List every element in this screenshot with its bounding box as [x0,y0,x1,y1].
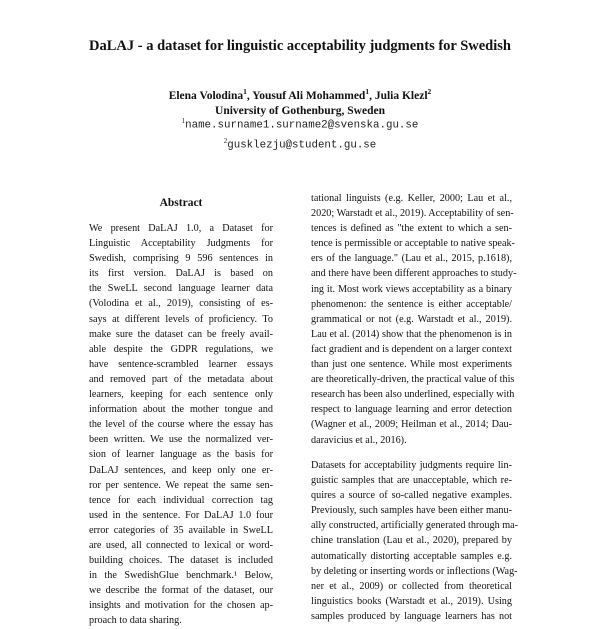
text-line: information about the mother tongue and [89,404,273,416]
text-line: ing it. Most work views acceptability as a binary [311,283,512,295]
text-line: proach to data sharing. [89,615,182,627]
text-line: tence for each individual correction tag [89,494,273,506]
authors-line [0,84,600,104]
affiliation: University of Gothenburg, Sweden [215,104,385,117]
text-line: ner et al., 2009) or collected from theoretical [311,580,512,592]
text-line: We present DaLAJ 1.0, a Dataset for [89,223,273,234]
text-line: used in the sentence. For DaLAJ 1.0 four [89,509,273,521]
text-line: ror per sentence. We repeat the same sen- [89,479,273,491]
email-line [0,114,600,134]
text-line: building choices. The dataset is included [89,555,273,567]
text-line: ally constructed, artificially generated through ma- [311,520,519,532]
text-line: grammatical or not (e.g. Warstadt et al., 2019). [311,313,512,325]
text-line: (Volodina et al., 2019), consisting of es- [89,298,273,310]
text-line: tences is defined as "the extent to which a sen- [311,223,512,235]
text-line: are used, all connected to lexical or word- [89,539,273,551]
text-line: Swedish, comprising 9 596 sentences in [89,253,273,265]
author-name: , Julia Klezl [369,89,428,102]
text-line: error categories of 35 available in SweLL [89,524,273,536]
text-line: are theoretically-driven, the practical value of this [311,374,515,386]
body-paragraph-2 [311,458,519,624]
text-line: 2020; Warstadt et al., 2019). Acceptability of sen- [311,208,514,220]
text-line: ers of the language." (Lau et al., 2015, p.1618), [311,253,512,265]
text-line: daravicius et al., 2016). [311,434,407,446]
text-line: Previously, such samples have been either manu- [311,505,512,517]
text-line: guistic samples that are unacceptable, which re- [311,475,512,487]
text-line: been written. We use the normalized ver- [89,434,273,446]
text-line: (Wagner et al., 2009; Heilman et al., 2014; Dau- [311,419,512,431]
text-line: the level of the course where the essay has [89,419,273,431]
text-line: samples produced by language learners has not [311,610,512,622]
email-block [0,114,600,153]
text-line: research has been also underlined, especially with [311,389,515,401]
text-line: says at different levels of proficiency. To [89,313,273,325]
author-affiliation-mark: 1 [243,87,247,96]
text-line: its first version. DaLAJ is based on [89,268,273,280]
text-line: able despite the GDPR regulations, we [89,343,273,355]
text-line: have sentence-scrambled learner essays [89,358,273,370]
text-line: automatically distorting acceptable samples e.g. [311,550,512,562]
abstract-heading: Abstract [159,197,203,209]
text-line: linguistics books (Warstadt et al., 2019). Using [311,595,512,607]
text-line: tence is permissible or acceptable to native speak- [311,238,515,250]
text-line: respect to language learning and error detection [311,404,512,416]
text-line: make sure the dataset can be freely avail- [89,328,273,340]
text-line: chine translation (Lau et al., 2020), prepared by [311,535,512,547]
text-line: and removed part of the metadata about [89,373,273,385]
text-line: Lau et al. (2014) show that the phenomenon is in [311,328,512,340]
text-line: Linguistic Acceptability Judgments for [89,238,273,250]
text-line: quires a source of so-called negative examples. [311,490,512,502]
text-line: and there have been different approaches to study- [311,268,517,280]
text-line: Datasets for acceptability judgments require lin- [311,460,512,471]
author-affiliation-mark: 1 [365,87,370,96]
paper-title: DaLAJ - a dataset for linguistic acceptability judgments for Swedish [89,38,511,54]
body-paragraph-1 [311,191,517,448]
email-address: name.surname1.surname2@svenska.gu.se [185,119,419,132]
abstract-body [89,221,273,629]
text-line: phenomenon: the sentence is either acceptable/ [311,298,512,310]
text-line: than just one sentence. While most experiments [311,359,512,371]
text-line: learners, keeping for each sentence only [89,389,273,401]
email-address: gusklezju@student.gu.se [227,139,377,152]
text-line: in the SwedishGlue benchmark.¹ Below, [89,570,273,582]
text-line: tational linguists (e.g. Keller, 2000; Lau et al., [311,193,512,204]
text-line: sion of learner language as the basis for [89,449,273,461]
email-line [0,134,600,154]
author-affiliation-mark: 2 [427,87,432,96]
text-line: DaLAJ sentences, and keep only one er- [89,464,273,476]
text-line: we describe the format of the dataset, our [89,585,273,597]
text-line: fact gradient and is dependent on a larger context [311,343,512,355]
author-name: , Yousuf Ali Mohammed [246,89,366,102]
text-line: by deleting or inserting words or inflections (Wag- [311,565,518,577]
email-mark: 2 [223,136,228,145]
author-name: Elena Volodina [168,89,244,102]
text-line: the SweLL second language learner data [89,283,273,295]
text-line: insights and motivation for the chosen ap- [89,600,273,612]
email-mark: 1 [181,117,186,125]
